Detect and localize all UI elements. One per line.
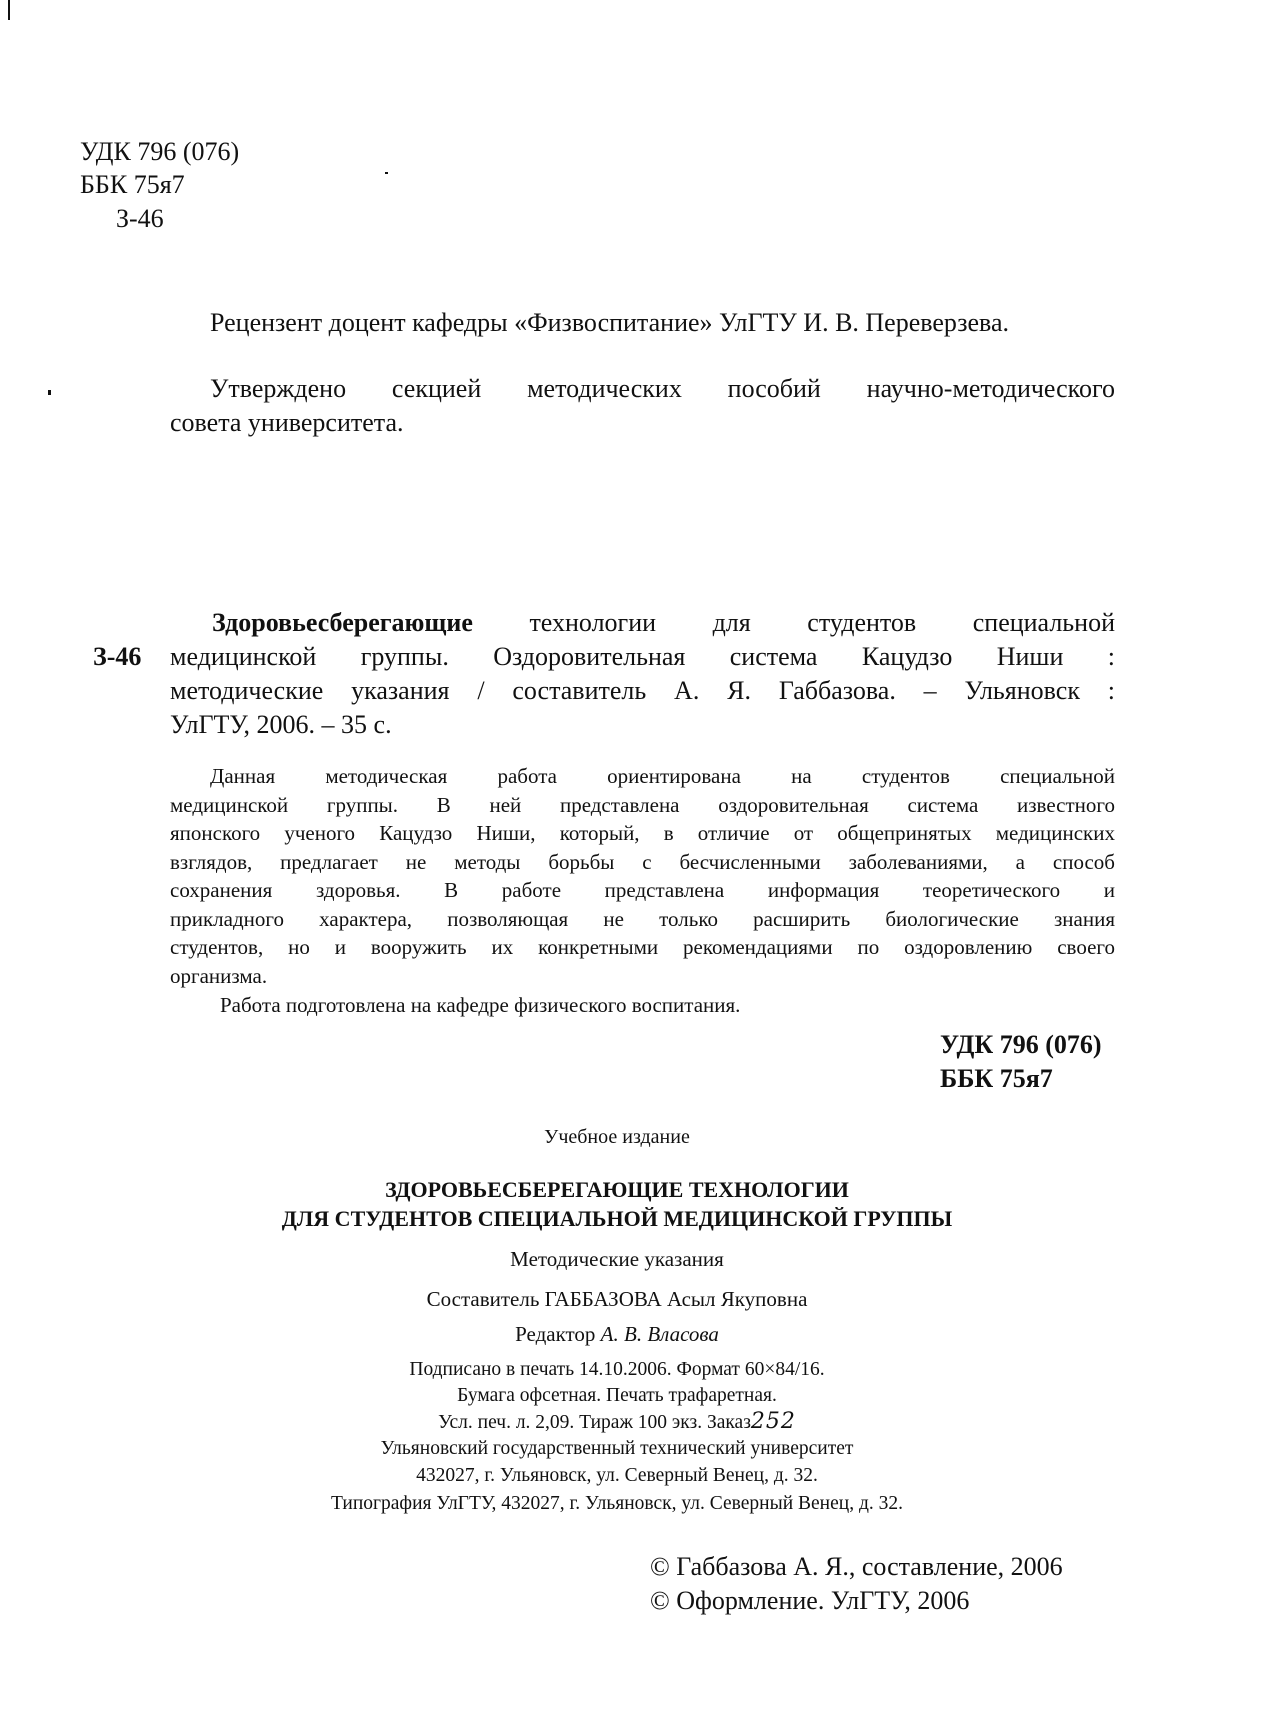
annotation-note: Работа подготовлена на кафедре физического воспитания. [220, 993, 741, 1017]
print-info-text: Усл. печ. л. 2,09. Тираж 100 экз. Заказ [438, 1412, 751, 1433]
edition-compiler: Составитель ГАББАЗОВА Асыл Якуповна [426, 1287, 808, 1311]
header-udk: УДК 796 (076) [80, 137, 240, 166]
imprint-university: Ульяновский государственный технический университет [380, 1438, 854, 1459]
biblio-line-4: УлГТУ, 2006. – 35 с. [170, 710, 392, 739]
biblio-line-1-rest: технологии для студентов специальной [472, 608, 1115, 637]
annotation-line: Данная методическая работа ориентирована на студентов специальной [210, 764, 1115, 788]
edition-title-line-2: ДЛЯ СТУДЕНТОВ СПЕЦИАЛЬНОЙ МЕДИЦИНСКОЙ ГРУППЫ [281, 1206, 953, 1231]
imprint-paper: Бумага офсетная. Печать трафаретная. [457, 1385, 777, 1406]
annotation-line: сохранения здоровья. В работе представлена информация теоретического и [170, 878, 1115, 902]
imprint-printing-house: Типография УлГТУ, 432027, г. Ульяновск, ул. Северный Венец, д. 32. [330, 1493, 904, 1514]
edition-type: Учебное издание [544, 1126, 690, 1148]
biblio-title-bold: Здоровьесберегающие [212, 608, 473, 637]
annotation-line: прикладного характера, позволяющая не только расширить биологические знания [170, 906, 1115, 931]
approval-line-1: Утверждено секцией методических пособий научно-методического [210, 374, 1115, 403]
annotation-line: медицинской группы. В ней представлена оздоровительная система известного [170, 792, 1115, 817]
copyright-line-2: © Оформление. УлГТУ, 2006 [650, 1586, 970, 1615]
edition-subtitle: Методические указания [510, 1247, 724, 1271]
editor-label: Редактор [515, 1322, 601, 1346]
imprint-signed: Подписано в печать 14.10.2006. Формат 60×84/16. [409, 1359, 825, 1380]
reviewer-line: Рецензент доцент кафедры «Физвоспитание» УлГТУ И. В. Переверзева. [210, 308, 1010, 337]
edition-editor [0, 1320, 1234, 1348]
header-author-mark: З-46 [116, 204, 164, 233]
edition-title-line-1: ЗДОРОВЬЕСБЕРЕГАЮЩИЕ ТЕХНОЛОГИИ [385, 1177, 849, 1202]
scan-artifact-dot [385, 172, 388, 174]
biblio-line-1 [212, 606, 1115, 640]
imprint-print-info [0, 1409, 1234, 1436]
classification-udk: УДК 796 (076) [940, 1030, 1102, 1059]
order-number-handwritten: 252 [750, 1409, 796, 1434]
biblio-mark: З-46 [93, 642, 142, 671]
biblio-line-3: методические указания / составитель А. Я. Габбазова. – Ульяновск : [170, 676, 1115, 705]
editor-name: А. В. Власова [600, 1322, 719, 1346]
scan-artifact-line [8, 0, 10, 20]
imprint-address: 432027, г. Ульяновск, ул. Северный Венец, д. 32. [416, 1465, 818, 1486]
annotation-line: японского ученого Кацудзо Ниши, который, в отличие от общепринятых медицинских [170, 821, 1115, 845]
annotation-last-line: организма. [170, 963, 268, 988]
approval-line-2: совета университета. [170, 408, 404, 437]
classification-bbk: ББК 75я7 [940, 1064, 1053, 1093]
annotation-line: студентов, но и вооружить их конкретными рекомендациями по оздоровлению своего [170, 935, 1115, 959]
annotation-line: взглядов, предлагает не методы борьбы с бесчисленными заболеваниями, а способ [170, 849, 1115, 874]
header-bbk: ББК 75я7 [80, 170, 185, 199]
biblio-line-2: медицинской группы. Оздоровительная система Кацудзо Ниши : [170, 642, 1115, 671]
copyright-line-1: © Габбазова А. Я., составление, 2006 [650, 1552, 1063, 1581]
scan-artifact-dot [48, 390, 51, 395]
